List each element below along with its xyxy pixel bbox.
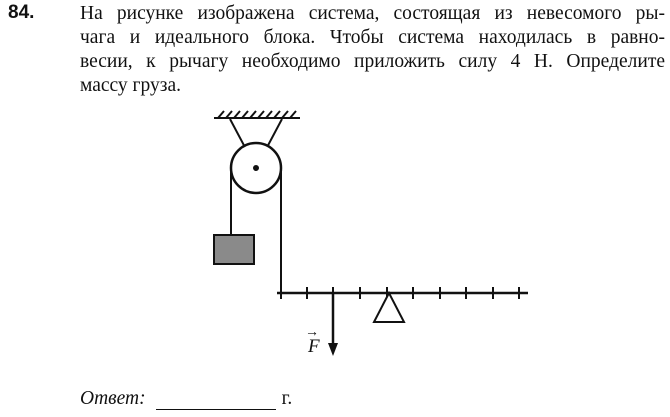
force-label: F	[308, 336, 320, 357]
force-vector-arrow: →	[305, 325, 319, 340]
problem-text-line: чага и идеального блока. Чтобы система находилась в равно-	[80, 27, 665, 48]
answer-line	[80, 388, 292, 410]
problem-number: 84.	[8, 2, 35, 23]
answer-field[interactable]	[156, 389, 276, 410]
ceiling-support	[214, 111, 300, 118]
load-block	[214, 235, 254, 264]
fulcrum-triangle	[374, 293, 404, 322]
problem-text-line: весии, к рычагу необходимо приложить силу 4 Н. Определите	[80, 51, 665, 72]
lever	[277, 287, 528, 299]
force-arrow	[328, 293, 338, 356]
answer-label: Ответ:	[80, 388, 146, 409]
pulley	[231, 143, 281, 193]
answer-unit: г.	[281, 388, 293, 409]
problem-text-line: массу груза.	[80, 75, 182, 96]
problem-text-line: На рисунке изображена система, состоящая из невесомого ры-	[80, 3, 665, 24]
